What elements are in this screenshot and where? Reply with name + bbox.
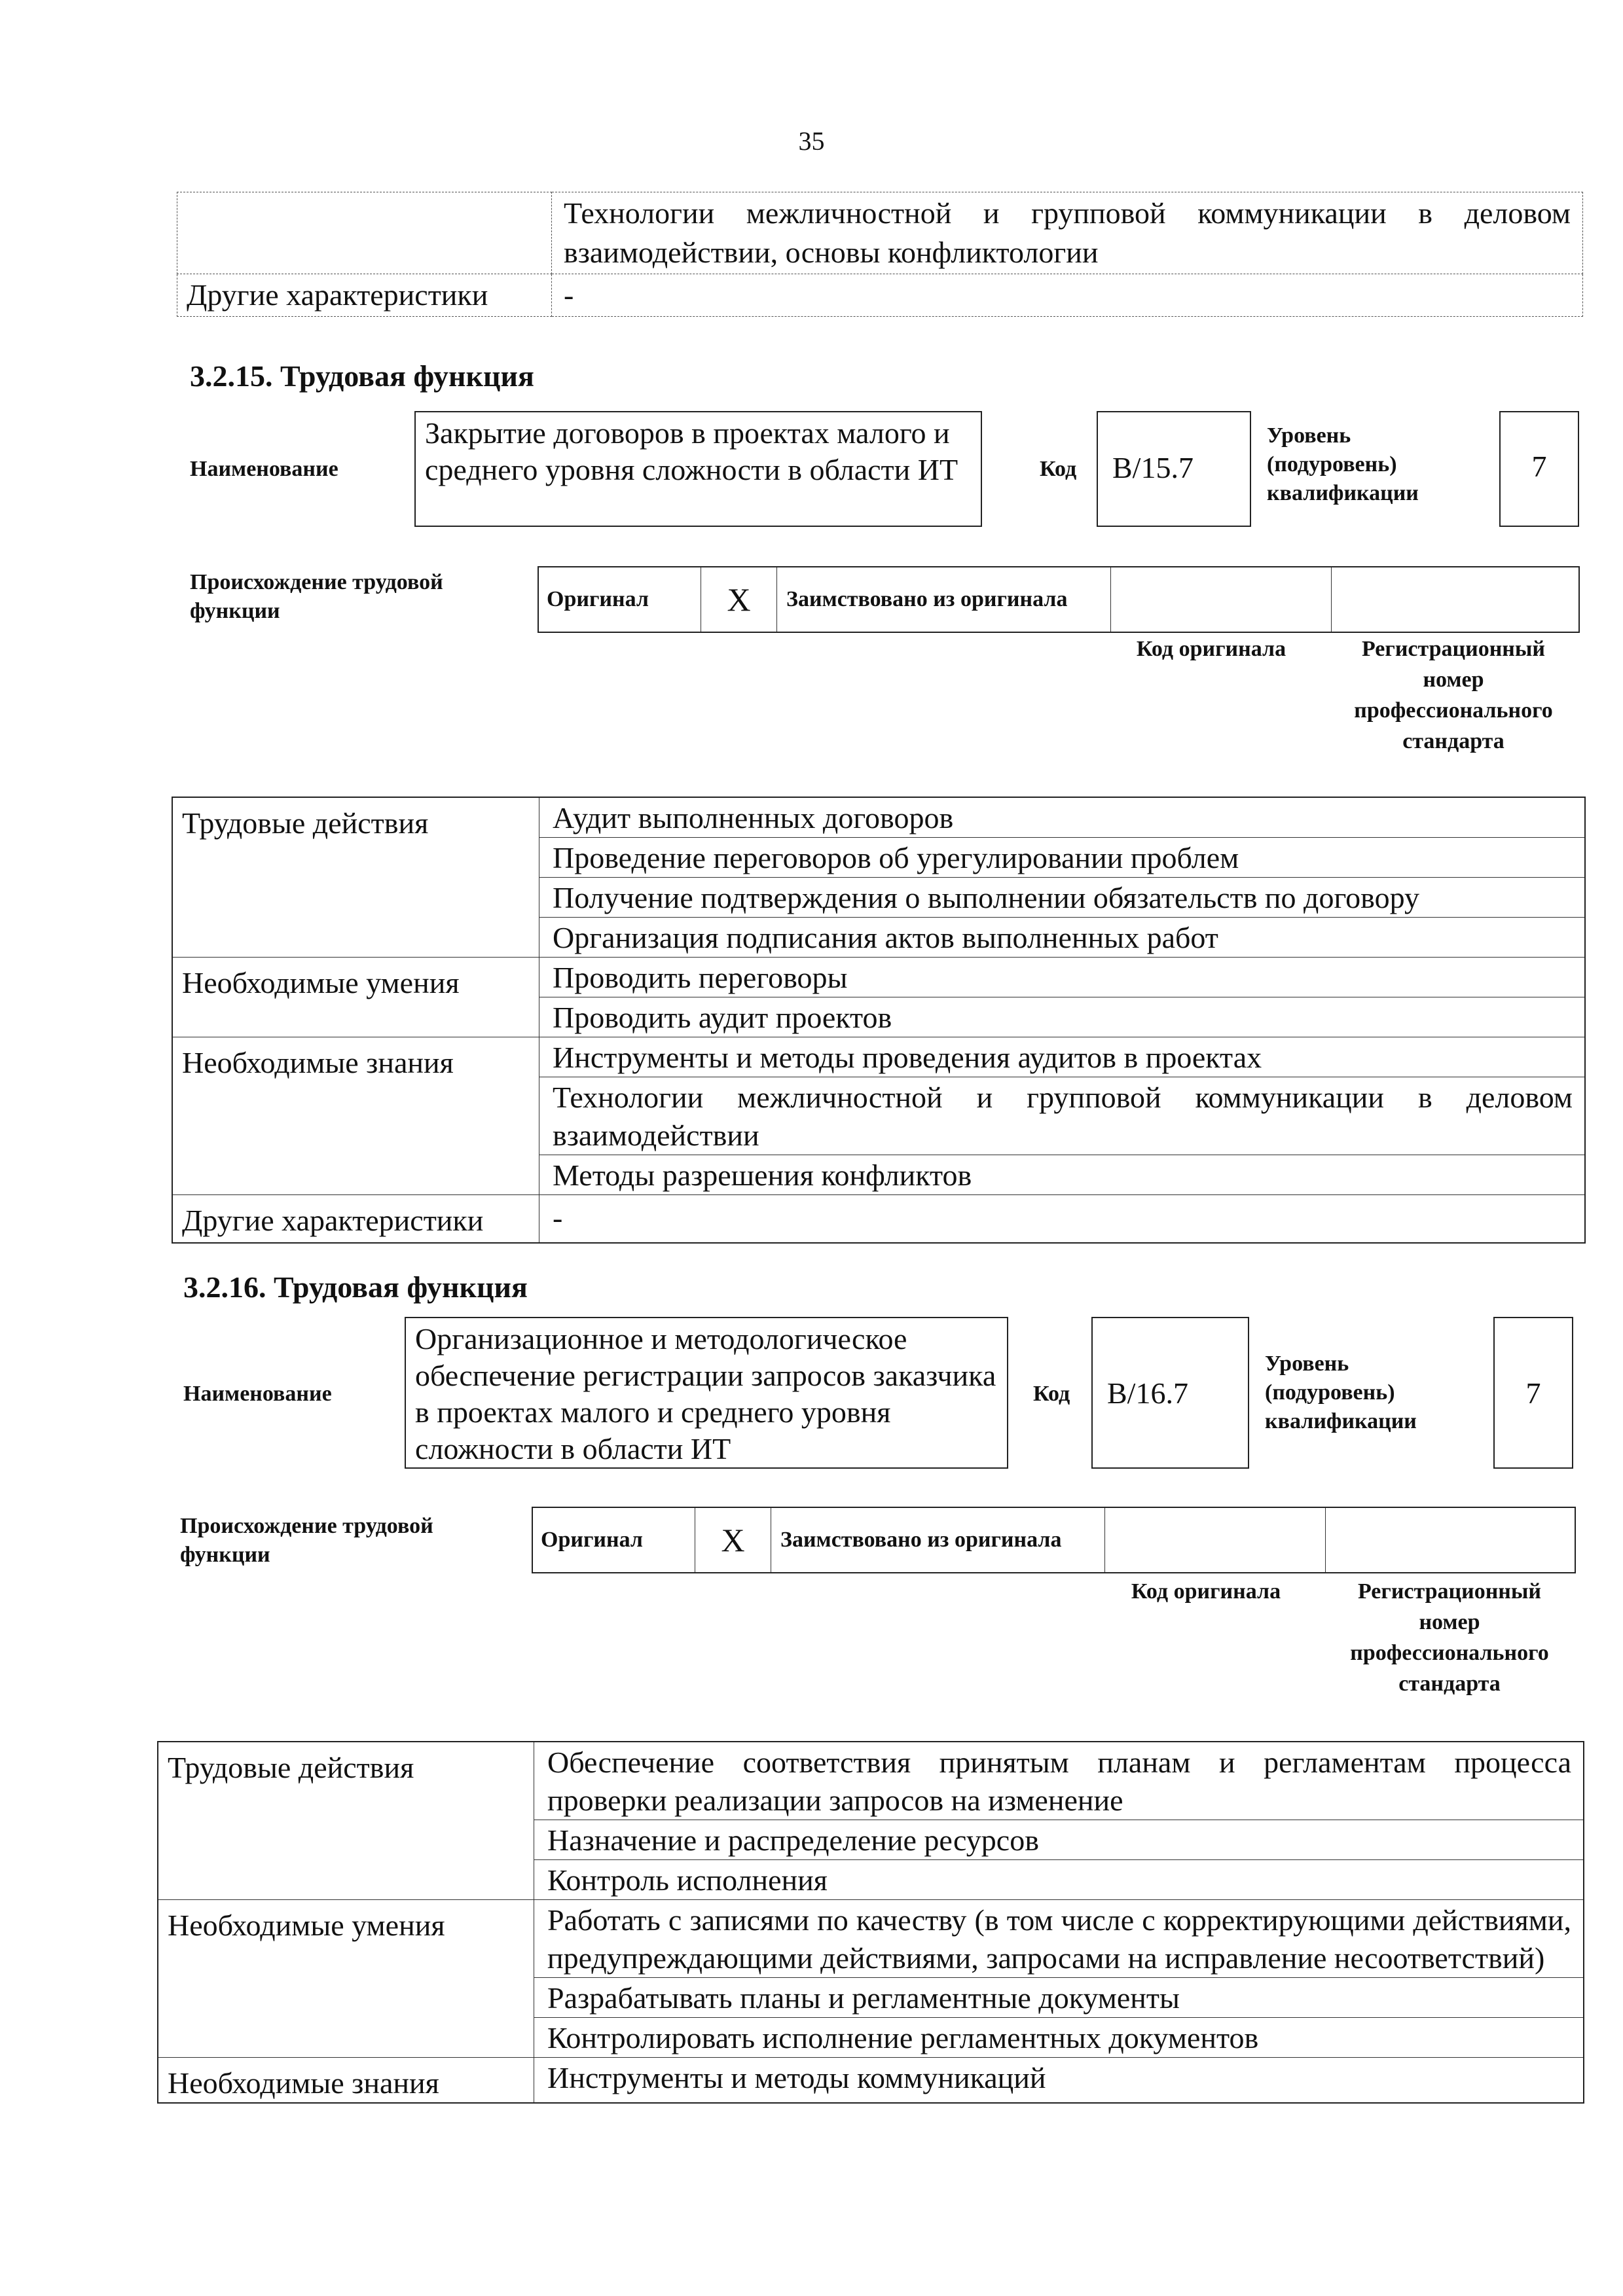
skill: Контролировать исполнение регламентных документов xyxy=(534,2018,1584,2058)
knowledge-item: Методы разрешения конфликтов xyxy=(539,1155,1586,1195)
row-value: Технологии межличностной и групповой коммуникации в деловом взаимодействии, основы конфликтологии xyxy=(552,192,1583,274)
code-original-caption: Код оригинала xyxy=(1136,637,1286,661)
labor-action: Контроль исполнения xyxy=(534,1860,1584,1900)
knowledge-item: Инструменты и методы коммуникаций xyxy=(534,2058,1584,2104)
origin-label: Происхождение трудовой функции xyxy=(180,1514,433,1567)
labor-actions-label: Трудовые действия xyxy=(172,797,539,958)
table-row xyxy=(172,1037,1585,1077)
requirements-table xyxy=(172,797,1586,1244)
qualification-level-label: Уровень (подуровень) квалификации xyxy=(1267,423,1419,505)
knowledge-item: Инструменты и методы проведения аудитов в проектах xyxy=(539,1037,1586,1077)
reg-number-caption: Регистрационный номер профессионального стандарта xyxy=(1354,637,1553,753)
labor-action: Назначение и распределение ресурсов xyxy=(534,1820,1584,1860)
code-original-caption: Код оригинала xyxy=(1131,1579,1281,1604)
borrowed-label: Заимствовано из оригинала xyxy=(771,1507,1105,1573)
skill: Работать с записями по качеству (в том числе с корректирующими действиями, предупреждающими действиями, запросами на исправление несоответствий) xyxy=(534,1900,1584,1978)
original-mark: X xyxy=(701,567,777,632)
original-label: Оригинал xyxy=(538,567,701,632)
function-name-box: Организационное и методологическое обеспечение регистрации запросов заказчика в проектах малого и среднего уровня сложности в области ИТ xyxy=(405,1317,1008,1469)
qualification-level-box: 7 xyxy=(1493,1317,1573,1469)
table-row xyxy=(158,1900,1584,1978)
table-row xyxy=(177,192,1583,274)
skill: Проводить аудит проектов xyxy=(539,997,1586,1037)
origin-table xyxy=(538,566,1580,633)
table-row xyxy=(172,797,1585,838)
reg-number-cell xyxy=(1326,1507,1576,1573)
original-label: Оригинал xyxy=(532,1507,695,1573)
row-category xyxy=(177,192,552,274)
qualification-level-box: 7 xyxy=(1499,411,1579,527)
knowledge-item: Технологии межличностной и групповой коммуникации в деловом взаимодействии xyxy=(539,1077,1586,1155)
code-original-cell xyxy=(1111,567,1332,632)
qualification-level-label: Уровень (подуровень) квалификации xyxy=(1265,1352,1417,1433)
row-value: - xyxy=(552,274,1583,317)
labor-actions-label: Трудовые действия xyxy=(158,1742,534,1900)
function-name-box: Закрытие договоров в проектах малого и среднего уровня сложности в области ИТ xyxy=(414,411,982,527)
section-title-3-2-15: 3.2.15. Трудовая функция xyxy=(190,359,534,393)
row-category: Другие характеристики xyxy=(177,274,552,317)
labor-action: Аудит выполненных договоров xyxy=(539,797,1586,838)
skills-label: Необходимые умения xyxy=(172,958,539,1037)
name-label: Наименование xyxy=(190,457,338,481)
knowledge-label: Необходимые знания xyxy=(158,2058,534,2104)
knowledge-label: Необходимые знания xyxy=(172,1037,539,1195)
code-original-cell xyxy=(1105,1507,1326,1573)
labor-action: Организация подписания актов выполненных работ xyxy=(539,918,1586,958)
labor-action: Проведение переговоров об урегулировании проблем xyxy=(539,838,1586,878)
continuation-table xyxy=(177,192,1583,317)
name-label: Наименование xyxy=(183,1382,332,1406)
origin-label: Происхождение трудовой функции xyxy=(190,570,443,623)
table-row xyxy=(172,1195,1585,1244)
original-mark: X xyxy=(695,1507,771,1573)
borrowed-label: Заимствовано из оригинала xyxy=(777,567,1111,632)
other-label: Другие характеристики xyxy=(172,1195,539,1244)
code-box: B/15.7 xyxy=(1097,411,1251,527)
skills-label: Необходимые умения xyxy=(158,1900,534,2058)
reg-number-caption: Регистрационный номер профессионального стандарта xyxy=(1350,1579,1549,1696)
requirements-table xyxy=(157,1741,1584,2104)
section-title-3-2-16: 3.2.16. Трудовая функция xyxy=(183,1270,528,1304)
table-row xyxy=(177,274,1583,317)
table-row xyxy=(158,2058,1584,2104)
other-value: - xyxy=(539,1195,1586,1244)
code-label: Код xyxy=(1033,1382,1070,1406)
code-label: Код xyxy=(1040,457,1077,481)
table-row xyxy=(158,1742,1584,1820)
skill: Проводить переговоры xyxy=(539,958,1586,997)
labor-action: Обеспечение соответствия принятым планам и регламентам процесса проверки реализации запросов на изменение xyxy=(534,1742,1584,1820)
page-number: 35 xyxy=(798,126,825,156)
labor-action: Получение подтверждения о выполнении обязательств по договору xyxy=(539,878,1586,918)
skill: Разрабатывать планы и регламентные документы xyxy=(534,1978,1584,2018)
origin-table xyxy=(532,1507,1576,1573)
reg-number-cell xyxy=(1332,567,1580,632)
table-row xyxy=(172,958,1585,997)
code-box: B/16.7 xyxy=(1091,1317,1249,1469)
